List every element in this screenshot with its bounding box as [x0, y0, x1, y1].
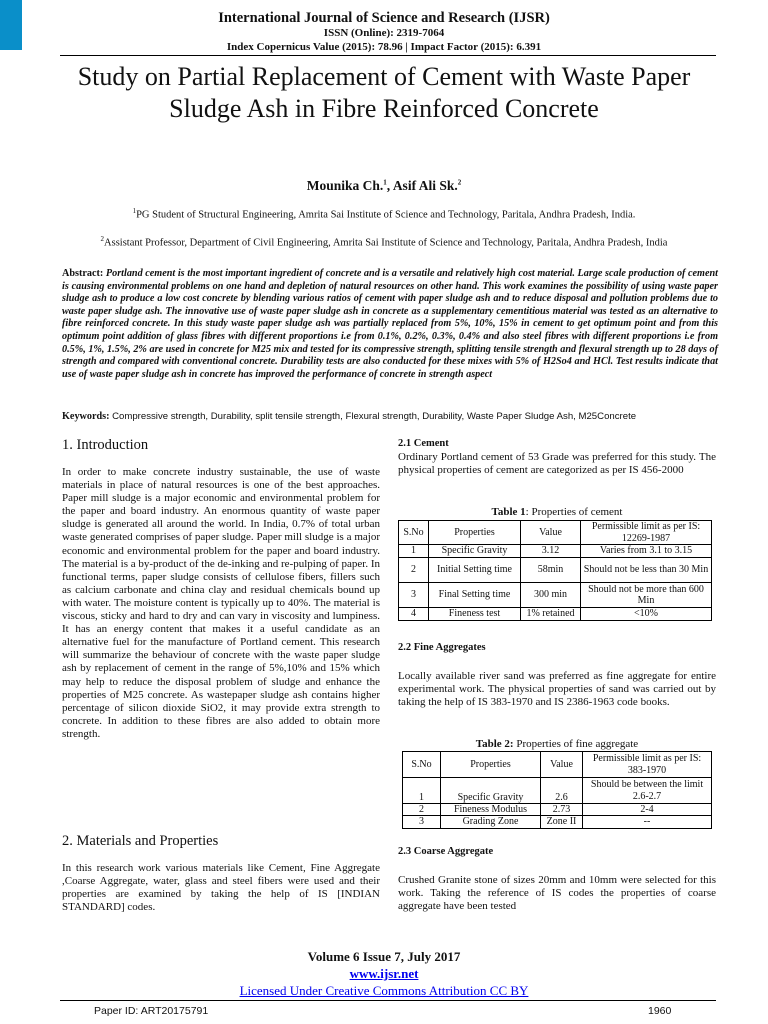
cement-body: Ordinary Portland cement of 53 Grade was preferred for this study. The physical properties of cement are categorized as per IS 456-2000: [398, 451, 716, 477]
table-cell: Final Setting time: [429, 583, 521, 608]
table1: [398, 520, 712, 621]
author-2-sup: 2: [457, 178, 462, 187]
table-cell: 2-4: [583, 804, 712, 816]
table-cell: 3.12: [521, 545, 581, 558]
table-cell: 3: [399, 583, 429, 608]
abstract-label: Abstract:: [62, 268, 104, 279]
table-cell: Properties: [429, 521, 521, 545]
materials-heading: 2. Materials and Properties: [62, 833, 219, 849]
table-cell: 300 min: [521, 583, 581, 608]
table1-caption: Table 1: Properties of cement: [491, 506, 623, 518]
table-cell: Specific Gravity: [429, 545, 521, 558]
fine-agg-body: Locally available river sand was preferred as fine aggregate for entire experimental work. The physical properties of sand was carried out by taking the help of IS 383-1970 and IS 2386-1963 code books.: [398, 670, 716, 709]
affiliation-2: [0, 235, 768, 249]
table-cell: 2.6: [541, 778, 583, 804]
table-row: [403, 778, 712, 804]
header-divider: [60, 55, 716, 56]
coarse-agg-heading: 2.3 Coarse Aggregate: [398, 846, 494, 857]
abstract-text: Portland cement is the most important ingredient of concrete and is a versatile and relatively high cost material. Large scale production of cement is causing environmental problems on one hand and depletion of natural resources on other hand. This work examines the possibility of using waste paper sludge ash to produce a low cost concrete by blending various ratios of cement with paper sludge ash and to reduce disposal and pollution problems due to waste paper sludge ash. The innovative use of waste paper sludge ash in concrete as a supplementary cementitious material was tested as an alternative to fibre reinforced concrete. In this study waste paper sludge ash was partially replaced from 5%, 10%, 15% in cement to get optimum point and from this optimum point addition of glass fibres with different proportions i.e from 0.1%, 0.2%, 0.3%, 0.4% and also steel fibres with different proportions i.e from 0.5%, 1%, 1.5%, 2% are used in concrete for M25 mix and tested for its compressive strength, splitting tensile strength and flexural strength up to 28 days of strength and compared with conventional concrete. Durability tests are also conducted for these mixes with 5% of H2So4 and HCl. Test results indicate that use of waste paper sludge ash in concrete has improved the performance of concrete in strength aspect: [62, 268, 718, 380]
materials-body: In this research work various materials like Cement, Fine Aggregate ,Coarse Aggregate, water, glass and steel fibers were used and their properties are examined by taking the help of IS [INDIAN STANDARD] codes.: [62, 862, 380, 914]
footer-website-link[interactable]: www.ijsr.net: [349, 966, 419, 981]
table-cell: S.No: [399, 521, 429, 545]
keywords-label: Keywords:: [62, 411, 110, 422]
table2: [402, 751, 712, 829]
affiliation-1-sup: 1: [132, 207, 137, 215]
table-cell: 2.73: [541, 804, 583, 816]
affiliation-1: [0, 207, 768, 221]
coarse-agg-body: Crushed Granite stone of sizes 20mm and 10mm were selected for this work. Taking the reference of IS codes the properties of coarse aggregate have been tested: [398, 874, 716, 913]
table-cell: Should not be more than 600 Min: [581, 583, 712, 608]
table-cell: 3: [403, 816, 441, 828]
table-row: [403, 804, 712, 816]
table-row: [399, 608, 712, 621]
table-cell: 1: [399, 545, 429, 558]
table-cell: <10%: [581, 608, 712, 621]
abstract: [62, 268, 718, 381]
table-cell: --: [583, 816, 712, 828]
keywords: [62, 410, 718, 423]
table1-header-row: [399, 521, 712, 545]
fine-agg-heading: 2.2 Fine Aggregates: [398, 642, 486, 653]
table-cell: Zone II: [541, 816, 583, 828]
table-cell: Value: [521, 521, 581, 545]
table-cell: Should be between the limit 2.6-2.7: [583, 778, 712, 804]
table-cell: Should not be less than 30 Min: [581, 558, 712, 583]
table-cell: 2: [399, 558, 429, 583]
footer-divider: [60, 1000, 716, 1001]
table-cell: Specific Gravity: [441, 778, 541, 804]
footer-license-link[interactable]: Licensed Under Creative Commons Attribution CC BY: [239, 983, 529, 998]
table-cell: Properties: [441, 752, 541, 778]
table-cell: Permissible limit as per IS: 12269-1987: [581, 521, 712, 545]
journal-issn: ISSN (Online): 2319-7064: [323, 27, 445, 39]
table-cell: 58min: [521, 558, 581, 583]
paper-title: Study on Partial Replacement of Cement with Waste Paper Sludge Ash in Fibre Reinforced Concrete: [77, 62, 691, 123]
table-cell: 1: [403, 778, 441, 804]
table-cell: Initial Setting time: [429, 558, 521, 583]
footer-volume: Volume 6 Issue 7, July 2017: [307, 949, 461, 964]
affiliation-1-text: PG Student of Structural Engineering, Amrita Sai Institute of Science and Technology, Paritala, Andhra Pradesh, India.: [136, 209, 636, 221]
author-1-sup: 1: [383, 178, 387, 187]
cement-heading: 2.1 Cement: [398, 438, 449, 449]
intro-heading: 1. Introduction: [62, 437, 149, 453]
table-cell: Varies from 3.1 to 3.15: [581, 545, 712, 558]
affiliation-2-sup: 2: [100, 235, 105, 243]
table-cell: Fineness Modulus: [441, 804, 541, 816]
journal-name: International Journal of Science and Research (IJSR): [218, 10, 550, 26]
table-cell: Grading Zone: [441, 816, 541, 828]
table-cell: Fineness test: [429, 608, 521, 621]
author-1: Mounika Ch.: [306, 178, 384, 193]
authors: [0, 178, 768, 194]
footer-paper-id: Paper ID: ART20175791: [94, 1005, 209, 1017]
table-cell: S.No: [403, 752, 441, 778]
author-2: Asif Ali Sk.: [392, 178, 458, 193]
table-cell: Permissible limit as per IS: 383-1970: [583, 752, 712, 778]
affiliation-2-text: Assistant Professor, Department of Civil Engineering, Amrita Sai Institute of Science and Technology, Paritala, Andhra Pradesh, India: [104, 237, 668, 249]
table2-caption: Table 2: Properties of fine aggregate: [475, 738, 639, 750]
author-separator: ,: [386, 178, 393, 193]
table-cell: 4: [399, 608, 429, 621]
table-row: [403, 816, 712, 828]
table-row: [399, 545, 712, 558]
keywords-text: Compressive strength, Durability, split tensile strength, Flexural strength, Durability, Waste Paper Sludge Ash, M25Concrete: [112, 411, 637, 422]
table-cell: 2: [403, 804, 441, 816]
table-row: [399, 558, 712, 583]
table-cell: Value: [541, 752, 583, 778]
table-row: [399, 583, 712, 608]
intro-body: In order to make concrete industry sustainable, the use of waste materials in place of natural resources is one of the best approaches. Paper mill sludge is a major economic and environmental problem for the paper and board industry. An enormous quantity of waste paper sludge is generated all around the world. In India, 0.7% of total urban waste generated comprises of paper sludge. Paper mill sludge is a major economic and environmental problem for the paper and board industry. The material is a by-product of the de-inking and re-pulping of paper. In functional terms, paper sludge consists of cellulose fibers, fillers such as calcium carbonate and china clay and residual chemicals bound up with water. The moisture content is typically up to 40%. The material is viscous, sticky and hard to dry and can vary in viscosity and lumpiness. It has an energy content that makes it a useful candidate as an alternative fuel for the manufacture of Portland cement. This research will summarize the behaviour of concrete with the waste paper sludge ash by replacement of cement in the range of 5%,10% and 15% which may help to reduce the disposal problem of sludge and enhance the properties of M25 concrete. As wastepaper sludge ash contains higher percentage of silicon dioxide SiO2, it may provide extra strength to concrete. In addition to these fibres are also added to obtain more strength.: [62, 466, 380, 740]
footer-page-number: 1960: [648, 1005, 672, 1017]
table-cell: 1% retained: [521, 608, 581, 621]
journal-index: Index Copernicus Value (2015): 78.96 | Impact Factor (2015): 6.391: [226, 41, 542, 53]
table2-header-row: [403, 752, 712, 778]
